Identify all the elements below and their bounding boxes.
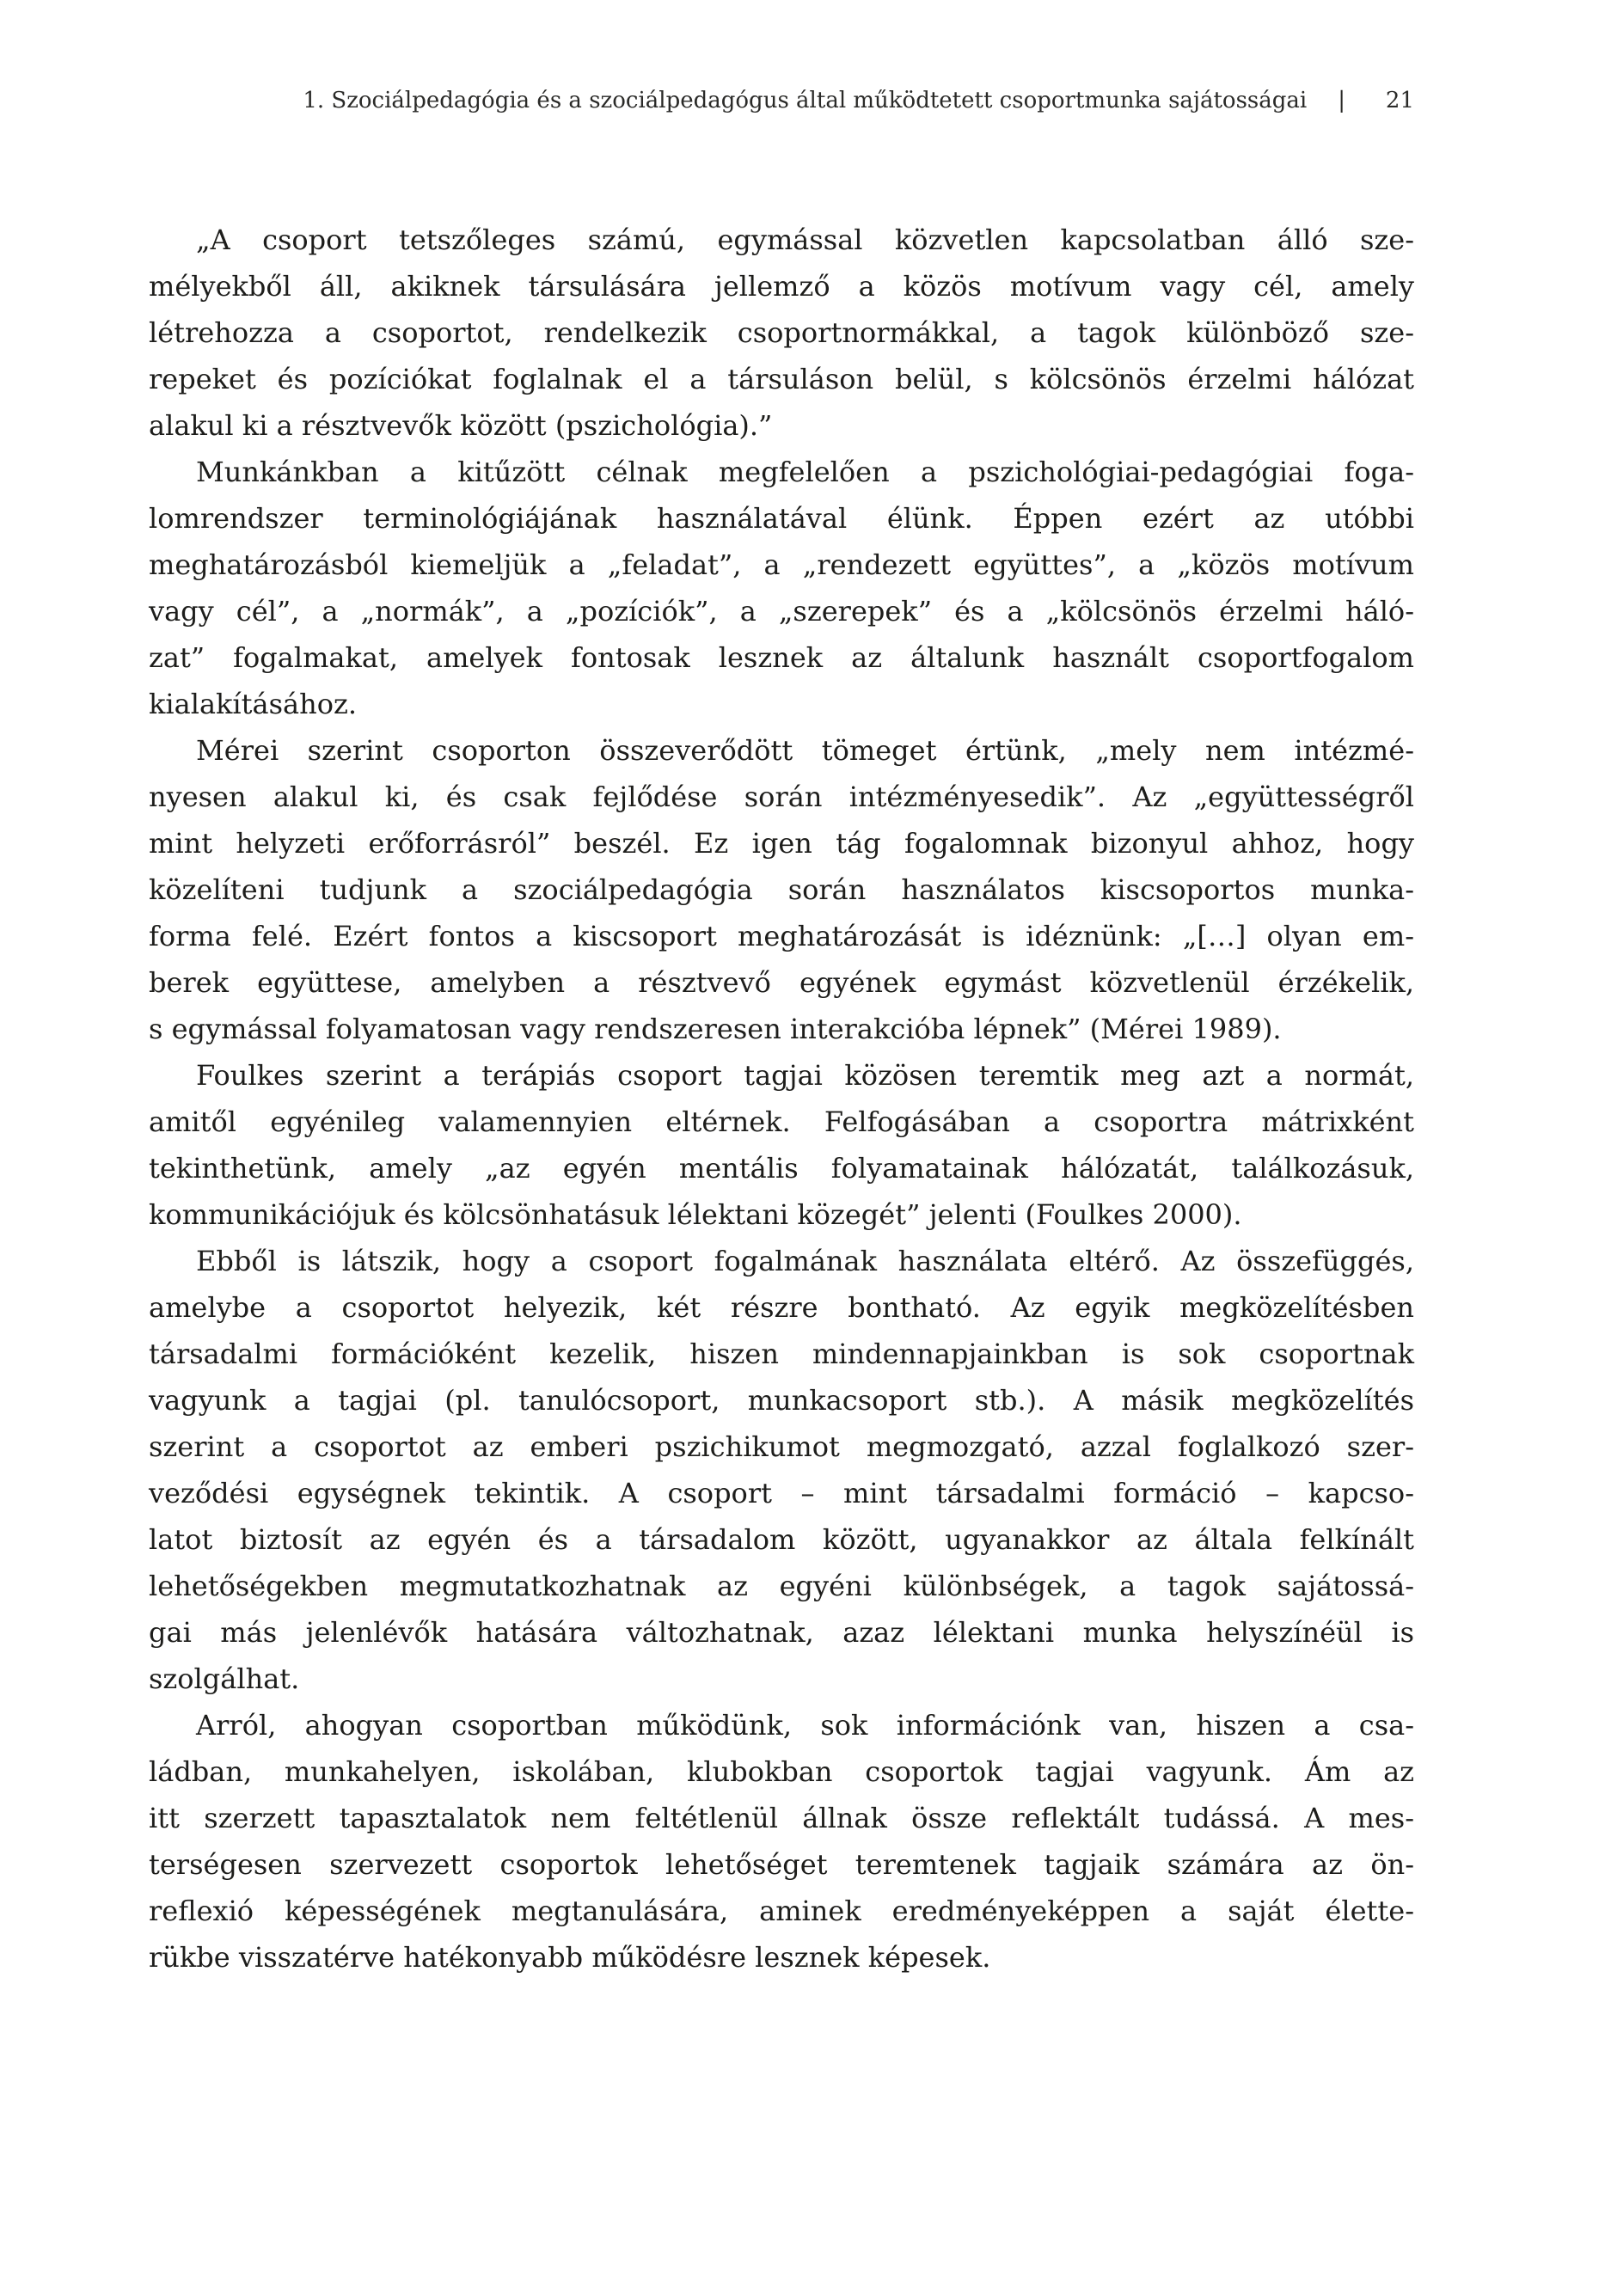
text-line: vagy cél”, a „normák”, a „pozíciók”, a „szerepek” és a „kölcsönös érzelmi háló- xyxy=(149,595,1414,628)
page-body xyxy=(149,217,1414,1981)
text-line: zat” fogalmakat, amelyek fontosak lesznek az általunk használt csoportfogalom xyxy=(149,641,1414,674)
text-line: kommunikációjuk és kölcsönhatásuk lélektani közegét” jelenti (Foulkes 2000). xyxy=(149,1198,1242,1231)
text-line: berek együttese, amelyben a résztvevő egyének egymást közvetlenül érzékelik, xyxy=(149,966,1414,999)
paragraph xyxy=(149,1702,1414,1981)
paragraph xyxy=(149,449,1414,727)
page-number: 21 xyxy=(1385,88,1414,113)
text-line: reflexió képességének megtanulására, aminek eredményeképpen a saját élette- xyxy=(149,1895,1414,1927)
text-line: közelíteni tudjunk a szociálpedagógia során használatos kiscsoportos munka- xyxy=(149,873,1414,906)
text-line: ládban, munkahelyen, iskolában, klubokban csoportok tagjai vagyunk. Ám az xyxy=(149,1755,1414,1788)
text-line: rükbe visszatérve hatékonyabb működésre lesznek képesek. xyxy=(149,1941,991,1974)
text-line: Munkánkban a kitűzött célnak megfelelően a pszichológiai-pedagógiai foga- xyxy=(196,456,1414,488)
text-line: nyesen alakul ki, és csak fejlődése során intézményesedik”. Az „együttességről xyxy=(149,781,1414,813)
paragraph xyxy=(149,1238,1414,1702)
paragraph xyxy=(149,1052,1414,1238)
paragraph xyxy=(149,217,1414,449)
text-line: Foulkes szerint a terápiás csoport tagjai közösen teremtik meg azt a normát, xyxy=(196,1059,1414,1092)
text-line: mélyekből áll, akiknek társulására jellemző a közös motívum vagy cél, amely xyxy=(149,270,1414,303)
text-line: itt szerzett tapasztalatok nem feltétlenül állnak össze reflektált tudássá. A mes- xyxy=(149,1802,1414,1834)
text-line: repeket és pozíciókat foglalnak el a társuláson belül, s kölcsönös érzelmi hálózat xyxy=(149,363,1414,395)
text-line: amitől egyénileg valamennyien eltérnek. Felfogásában a csoportra mátrixként xyxy=(149,1105,1414,1138)
text-line: Mérei szerint csoporton összeverődött tömeget értünk, „mely nem intézmé- xyxy=(196,734,1414,767)
text-line: „A csoport tetszőleges számú, egymással közvetlen kapcsolatban álló sze- xyxy=(196,223,1414,256)
running-header-separator: | xyxy=(1338,88,1345,113)
text-line: veződési egységnek tekintik. A csoport – mint társadalmi formáció – kapcso- xyxy=(149,1477,1414,1509)
text-line: Ebből is látszik, hogy a csoport fogalmának használata eltérő. Az összefüggés, xyxy=(196,1245,1414,1277)
text-line: szolgálhat. xyxy=(149,1662,300,1695)
text-line: Arról, ahogyan csoportban működünk, sok információnk van, hiszen a csa- xyxy=(196,1709,1414,1742)
text-line: létrehozza a csoportot, rendelkezik csoportnormákkal, a tagok különböző sze- xyxy=(149,316,1414,349)
text-line: vagyunk a tagjai (pl. tanulócsoport, munkacsoport stb.). A másik megközelítés xyxy=(149,1384,1414,1417)
running-header xyxy=(149,86,1414,115)
text-line: gai más jelenlévők hatására változhatnak, azaz lélektani munka helyszínéül is xyxy=(149,1616,1414,1649)
text-line: terségesen szervezett csoportok lehetőséget teremtenek tagjaik számára az ön- xyxy=(149,1848,1414,1881)
text-line: amelybe a csoportot helyezik, két részre bontható. Az egyik megközelítésben xyxy=(149,1291,1414,1324)
text-line: latot biztosít az egyén és a társadalom között, ugyanakkor az általa felkínált xyxy=(149,1523,1414,1556)
text-line: lomrendszer terminológiájának használatával élünk. Éppen ezért az utóbbi xyxy=(149,502,1414,535)
text-line: meghatározásból kiemeljük a „feladat”, a „rendezett együttes”, a „közös motívum xyxy=(149,548,1414,581)
text-line: tekinthetünk, amely „az egyén mentális folyamatainak hálózatát, találkozásuk, xyxy=(149,1152,1414,1185)
text-line: szerint a csoportot az emberi pszichikumot megmozgató, azzal foglalkozó szer- xyxy=(149,1430,1414,1463)
running-header-title: 1. Szociálpedagógia és a szociálpedagógus által működtetett csoportmunka sajátosságai xyxy=(303,88,1308,113)
text-line: lehetőségekben megmutatkozhatnak az egyéni különbségek, a tagok sajátossá- xyxy=(149,1570,1414,1602)
text-line: forma felé. Ezért fontos a kiscsoport meghatározását is idéznünk: „[…] olyan em- xyxy=(149,920,1414,952)
text-line: társadalmi formációként kezelik, hiszen mindennapjainkban is sok csoportnak xyxy=(149,1338,1414,1370)
paragraph xyxy=(149,727,1414,1052)
text-line: kialakításához. xyxy=(149,688,357,720)
text-line: s egymással folyamatosan vagy rendszeresen interakcióba lépnek” (Mérei 1989). xyxy=(149,1013,1282,1045)
text-line: alakul ki a résztvevők között (pszichológia).” xyxy=(149,409,773,442)
text-line: mint helyzeti erőforrásról” beszél. Ez igen tág fogalomnak bizonyul ahhoz, hogy xyxy=(149,827,1414,860)
